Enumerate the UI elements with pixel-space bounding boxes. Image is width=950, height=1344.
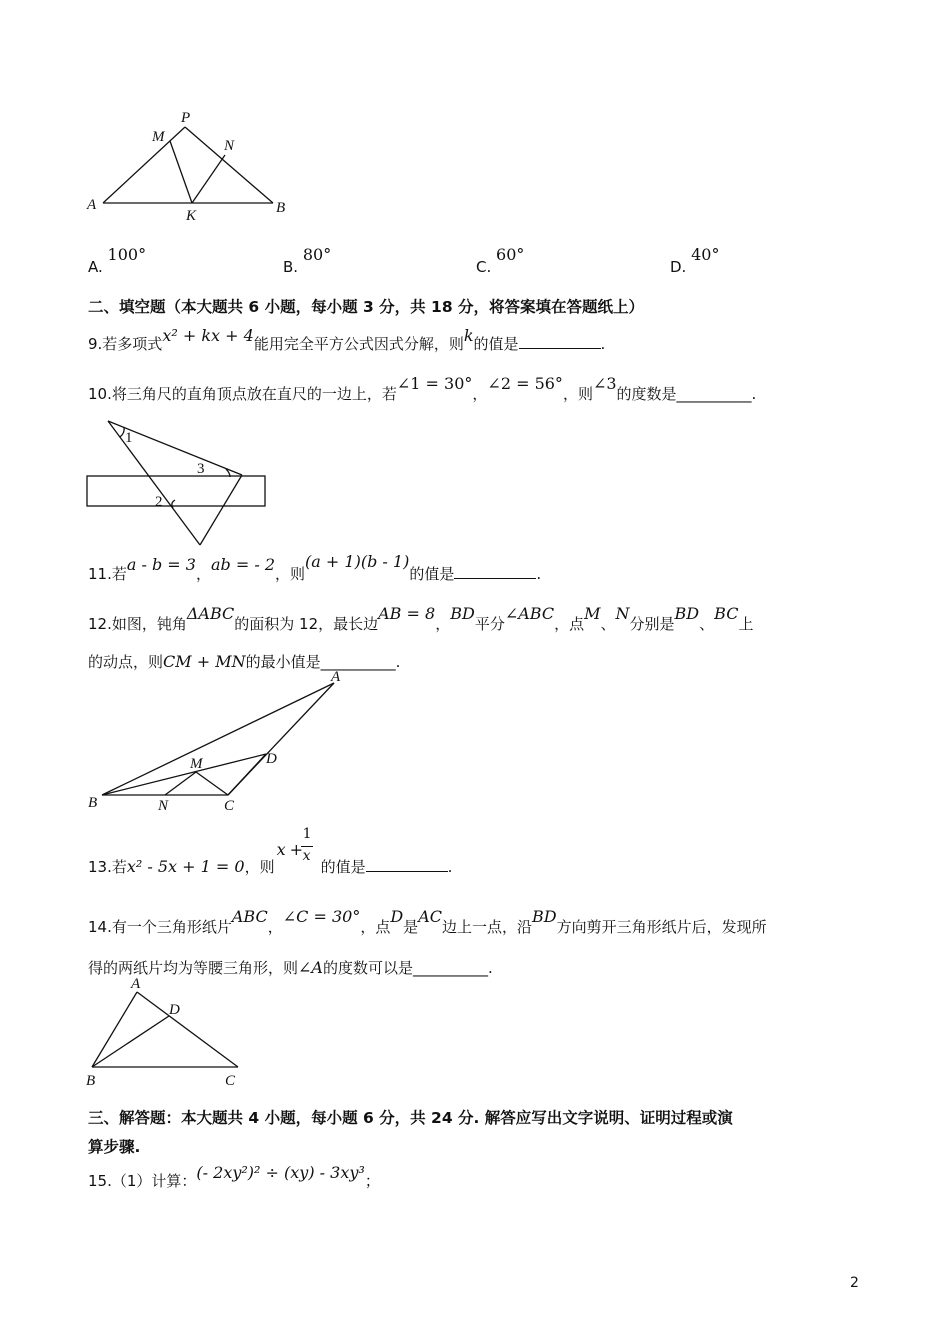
q12-figure <box>80 668 360 818</box>
q12-bc: BC <box>714 604 739 623</box>
q10-angle-2: ∠2 = 56° <box>487 374 563 393</box>
label-a: A <box>131 976 141 992</box>
angle-label-2: 2 <box>155 494 163 510</box>
q10-prefix: 10.将三角尺的直角顶点放在直尺的一边上，若 <box>88 385 397 403</box>
q11-expr-2: ab = - 2 <box>211 555 276 574</box>
q14-abc: ABC <box>231 907 268 926</box>
q11-sep: ， <box>195 565 211 583</box>
q14-figure <box>80 975 250 1090</box>
q10-angle-1: ∠1 = 30° <box>396 374 473 393</box>
q13-fraction-expression <box>275 826 321 872</box>
option-value: 60° <box>496 245 525 264</box>
q11-expr-3: (a + 1)(b - 1) <box>305 552 410 571</box>
question-9 <box>88 326 606 354</box>
q13-x: x <box>276 840 286 859</box>
label-a: A <box>331 669 341 685</box>
label-n: N <box>158 798 169 814</box>
q13-end: . <box>447 858 453 876</box>
section3-heading-line-1: 三、解答题：本大题共 4 小题，每小题 6 分，共 24 分. 解答应写出文字说明、证明过程或演 <box>88 1109 733 1127</box>
q11-answer-blank <box>454 564 536 579</box>
q12-sep: 、 <box>699 615 715 633</box>
q13-numerator: 1 <box>302 826 312 842</box>
q11-expr-1: a - b = 3 <box>126 555 196 574</box>
q15-expression: (- 2xy²)² ÷ (xy) - 3xy³ <box>196 1163 365 1182</box>
q13-mid: ，则 <box>244 858 275 876</box>
q10-sep: ， <box>472 385 488 403</box>
q12-text: ，点 <box>554 615 585 633</box>
label-m: M <box>152 129 165 145</box>
question-15 <box>88 1163 380 1191</box>
q12-m: M <box>584 604 601 623</box>
q8-option-d <box>670 245 720 276</box>
option-letter: D. <box>670 258 687 276</box>
q15-suffix: ； <box>364 1172 380 1190</box>
label-p: P <box>181 110 191 126</box>
q8-option-c <box>476 245 525 276</box>
label-d: D <box>266 751 277 767</box>
q14-text: ，点 <box>360 918 391 936</box>
q12-sep: 、 <box>600 615 616 633</box>
option-letter: C. <box>476 258 492 276</box>
question-13 <box>88 826 453 877</box>
q10-suffix: 的度数是__________. <box>616 385 757 403</box>
q12-sep: ， <box>435 615 451 633</box>
label-b: B <box>88 795 98 811</box>
q9-expression: x² + kx + 4 <box>162 326 254 345</box>
option-letter: A. <box>88 258 103 276</box>
q8-figure <box>80 105 310 225</box>
q9-answer-blank <box>519 334 601 349</box>
q15-prefix: 15.（1）计算： <box>88 1172 197 1190</box>
label-k: K <box>186 208 197 224</box>
q10-figure <box>80 415 280 550</box>
q13-fraction-bar <box>301 846 313 847</box>
label-b: B <box>86 1073 96 1089</box>
q14-text: 是 <box>403 918 419 936</box>
question-14-line-1 <box>88 907 767 937</box>
q12-ab: AB = 8 <box>378 604 436 623</box>
question-12-line-1 <box>88 604 754 634</box>
q14-line2-prefix: 得的两纸片均为等腰三角形，则 <box>88 959 299 977</box>
q14-d: D <box>390 907 404 926</box>
q14-ac: AC <box>418 907 442 926</box>
label-n: N <box>224 138 235 154</box>
q8-option-a <box>88 245 147 276</box>
q11-suffix: 的值是 <box>409 565 455 583</box>
label-a: A <box>87 197 97 213</box>
section2-heading: 二、填空题（本大题共 6 小题，每小题 3 分，共 18 分，将答案填在答题纸上） <box>88 298 645 316</box>
angle-label-1: 1 <box>125 430 133 446</box>
q14-angle-c: ∠C = 30° <box>282 907 361 926</box>
question-10 <box>88 374 757 404</box>
q14-angle-a: ∠A <box>298 958 323 977</box>
q13-answer-blank <box>366 857 448 872</box>
q11-end: . <box>536 565 542 583</box>
q9-end: . <box>600 335 606 353</box>
label-c: C <box>224 798 235 814</box>
label-d: D <box>169 1002 180 1018</box>
q13-suffix: 的值是 <box>320 858 366 876</box>
q11-prefix: 11.若 <box>88 565 127 583</box>
q12-text: 上 <box>738 615 754 633</box>
q14-sep: ， <box>267 918 283 936</box>
q12-text: 的面积为 12，最长边 <box>234 615 379 633</box>
q8-option-b <box>283 245 332 276</box>
q10-sep: ，则 <box>562 385 593 403</box>
q11-sep: ，则 <box>275 565 306 583</box>
q9-variable: k <box>463 326 474 345</box>
q12-prefix: 12.如图，钝角 <box>88 615 187 633</box>
section3-heading-line-2: 算步骤. <box>88 1138 141 1156</box>
angle-label-3: 3 <box>197 461 205 477</box>
q14-line2-suffix: 的度数可以是__________. <box>322 959 493 977</box>
q12-line2-prefix: 的动点，则 <box>88 653 164 671</box>
q13-prefix: 13.若 <box>88 858 127 876</box>
page-number: 2 <box>850 1275 859 1291</box>
q12-text: 平分 <box>474 615 505 633</box>
option-value: 40° <box>691 245 720 264</box>
q14-prefix: 14.有一个三角形纸片 <box>88 918 232 936</box>
q12-angle: ∠ABC <box>504 604 555 623</box>
q13-denominator: x <box>302 848 311 864</box>
q9-mid: 能用完全平方公式因式分解，则 <box>253 335 464 353</box>
q12-triangle: ΔABC <box>186 604 235 623</box>
option-value: 80° <box>302 245 332 264</box>
q9-suffix: 的值是 <box>473 335 519 353</box>
q14-text: 方向剪开三角形纸片后，发现所 <box>556 918 767 936</box>
q13-equation: x² - 5x + 1 = 0 <box>126 857 245 876</box>
q10-angle-3: ∠3 <box>592 374 617 393</box>
label-b: B <box>276 200 286 216</box>
q12-expression: CM + MN <box>163 652 246 671</box>
q12-bd: BD <box>450 604 475 623</box>
label-c: C <box>225 1073 236 1089</box>
question-11 <box>88 552 542 584</box>
q12-bd: BD <box>674 604 700 623</box>
q9-prefix: 9.若多项式 <box>88 335 163 353</box>
q14-text: 边上一点，沿 <box>441 918 532 936</box>
option-value: 100° <box>107 245 147 264</box>
q12-line2-suffix: 的最小值是__________. <box>245 653 401 671</box>
label-m: M <box>190 756 203 772</box>
q12-text: 分别是 <box>629 615 675 633</box>
q12-n: N <box>615 604 630 623</box>
option-letter: B. <box>283 258 299 276</box>
q13-plus: + <box>289 840 304 859</box>
q14-bd: BD <box>532 907 557 926</box>
